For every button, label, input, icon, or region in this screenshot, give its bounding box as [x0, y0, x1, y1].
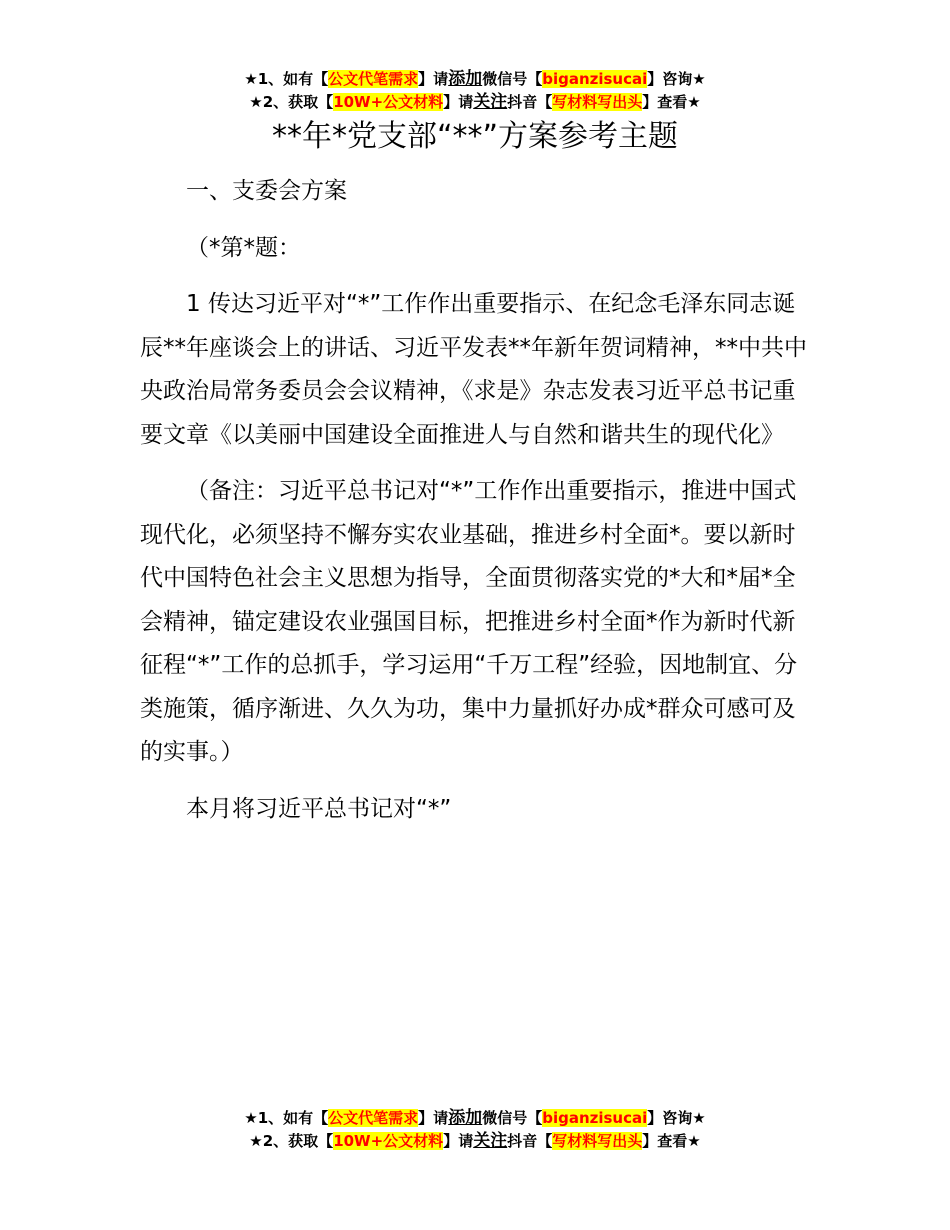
emphasis-text: 添加: [448, 1108, 483, 1128]
highlight-text: biganzisucai: [542, 70, 648, 88]
banner-text: 】请: [443, 1132, 474, 1150]
banner-text: 抖音【: [507, 93, 553, 111]
paragraph-note: （备注：习近平总书记对“*”工作作出重要指示，推进中国式现代化，必须坚持不懈夯实农业基础，推进乡村全面*。要以新时代中国特色社会主义思想为指导，全面贯彻落实党的*大和*届*全会精神，锚定建设农业强国目标，把推进乡村全面*作为新时代新征程“*”工作的总抓手，学习运用“千万工程”经验，因地制宜、分类施策，循序渐进、久久为功，集中力量抓好办成*群众可感可及的实事。）: [140, 478, 798, 765]
highlight-text: 10W+公文材料: [333, 1132, 444, 1150]
banner-text: ★1、如有【: [244, 1109, 329, 1127]
highlight-text: biganzisucai: [542, 1109, 648, 1127]
highlight-text: 公文代笔需求: [328, 70, 419, 88]
banner-text: 】查看★: [642, 1132, 701, 1150]
highlight-text: 写材料写出头: [552, 93, 643, 111]
section-heading: 一、支委会方案: [186, 178, 347, 204]
banner-text: 抖音【: [507, 1132, 553, 1150]
banner-line-2: [0, 91, 950, 114]
banner-line-1: [0, 68, 950, 91]
paragraph-last: 本月将习近平总书记对“*”: [186, 795, 452, 822]
banner-text: 】咨询★: [647, 1109, 706, 1127]
emphasis-text: 添加: [448, 69, 483, 89]
highlight-text: 写材料写出头: [552, 1132, 643, 1150]
document-title: **年*党支部“**”方案参考主题: [271, 119, 679, 154]
document-body: [140, 170, 812, 831]
emphasis-text: 关注: [473, 92, 508, 112]
banner-line-1: [0, 1107, 950, 1130]
banner-line-2: [0, 1130, 950, 1153]
banner-text: ★1、如有【: [244, 70, 329, 88]
header-banner: [0, 68, 950, 114]
highlight-text: 公文代笔需求: [328, 1109, 419, 1127]
banner-text: 微信号【: [482, 70, 543, 88]
banner-text: ★2、获取【: [249, 93, 334, 111]
banner-text: 微信号【: [482, 1109, 543, 1127]
banner-text: ★2、获取【: [249, 1132, 334, 1150]
highlight-text: 10W+公文材料: [333, 93, 444, 111]
emphasis-text: 关注: [473, 1131, 508, 1151]
paragraph-item-1: 1 传达习近平对“*”工作作出重要指示、在纪念毛泽东同志诞辰**年座谈会上的讲话、习近平发表**年新年贺词精神，**中共中央政治局常务委员会会议精神，《求是》杂志发表习近平总书记重要文章《以美丽中国建设全面推进人与自然和谐共生的现代化》: [140, 291, 807, 448]
banner-text: 】请: [418, 70, 449, 88]
footer-banner: [0, 1107, 950, 1153]
banner-text: 】查看★: [642, 93, 701, 111]
subheading: （*第*题：: [186, 234, 301, 261]
banner-text: 】请: [418, 1109, 449, 1127]
banner-text: 】咨询★: [647, 70, 706, 88]
banner-text: 】请: [443, 93, 474, 111]
